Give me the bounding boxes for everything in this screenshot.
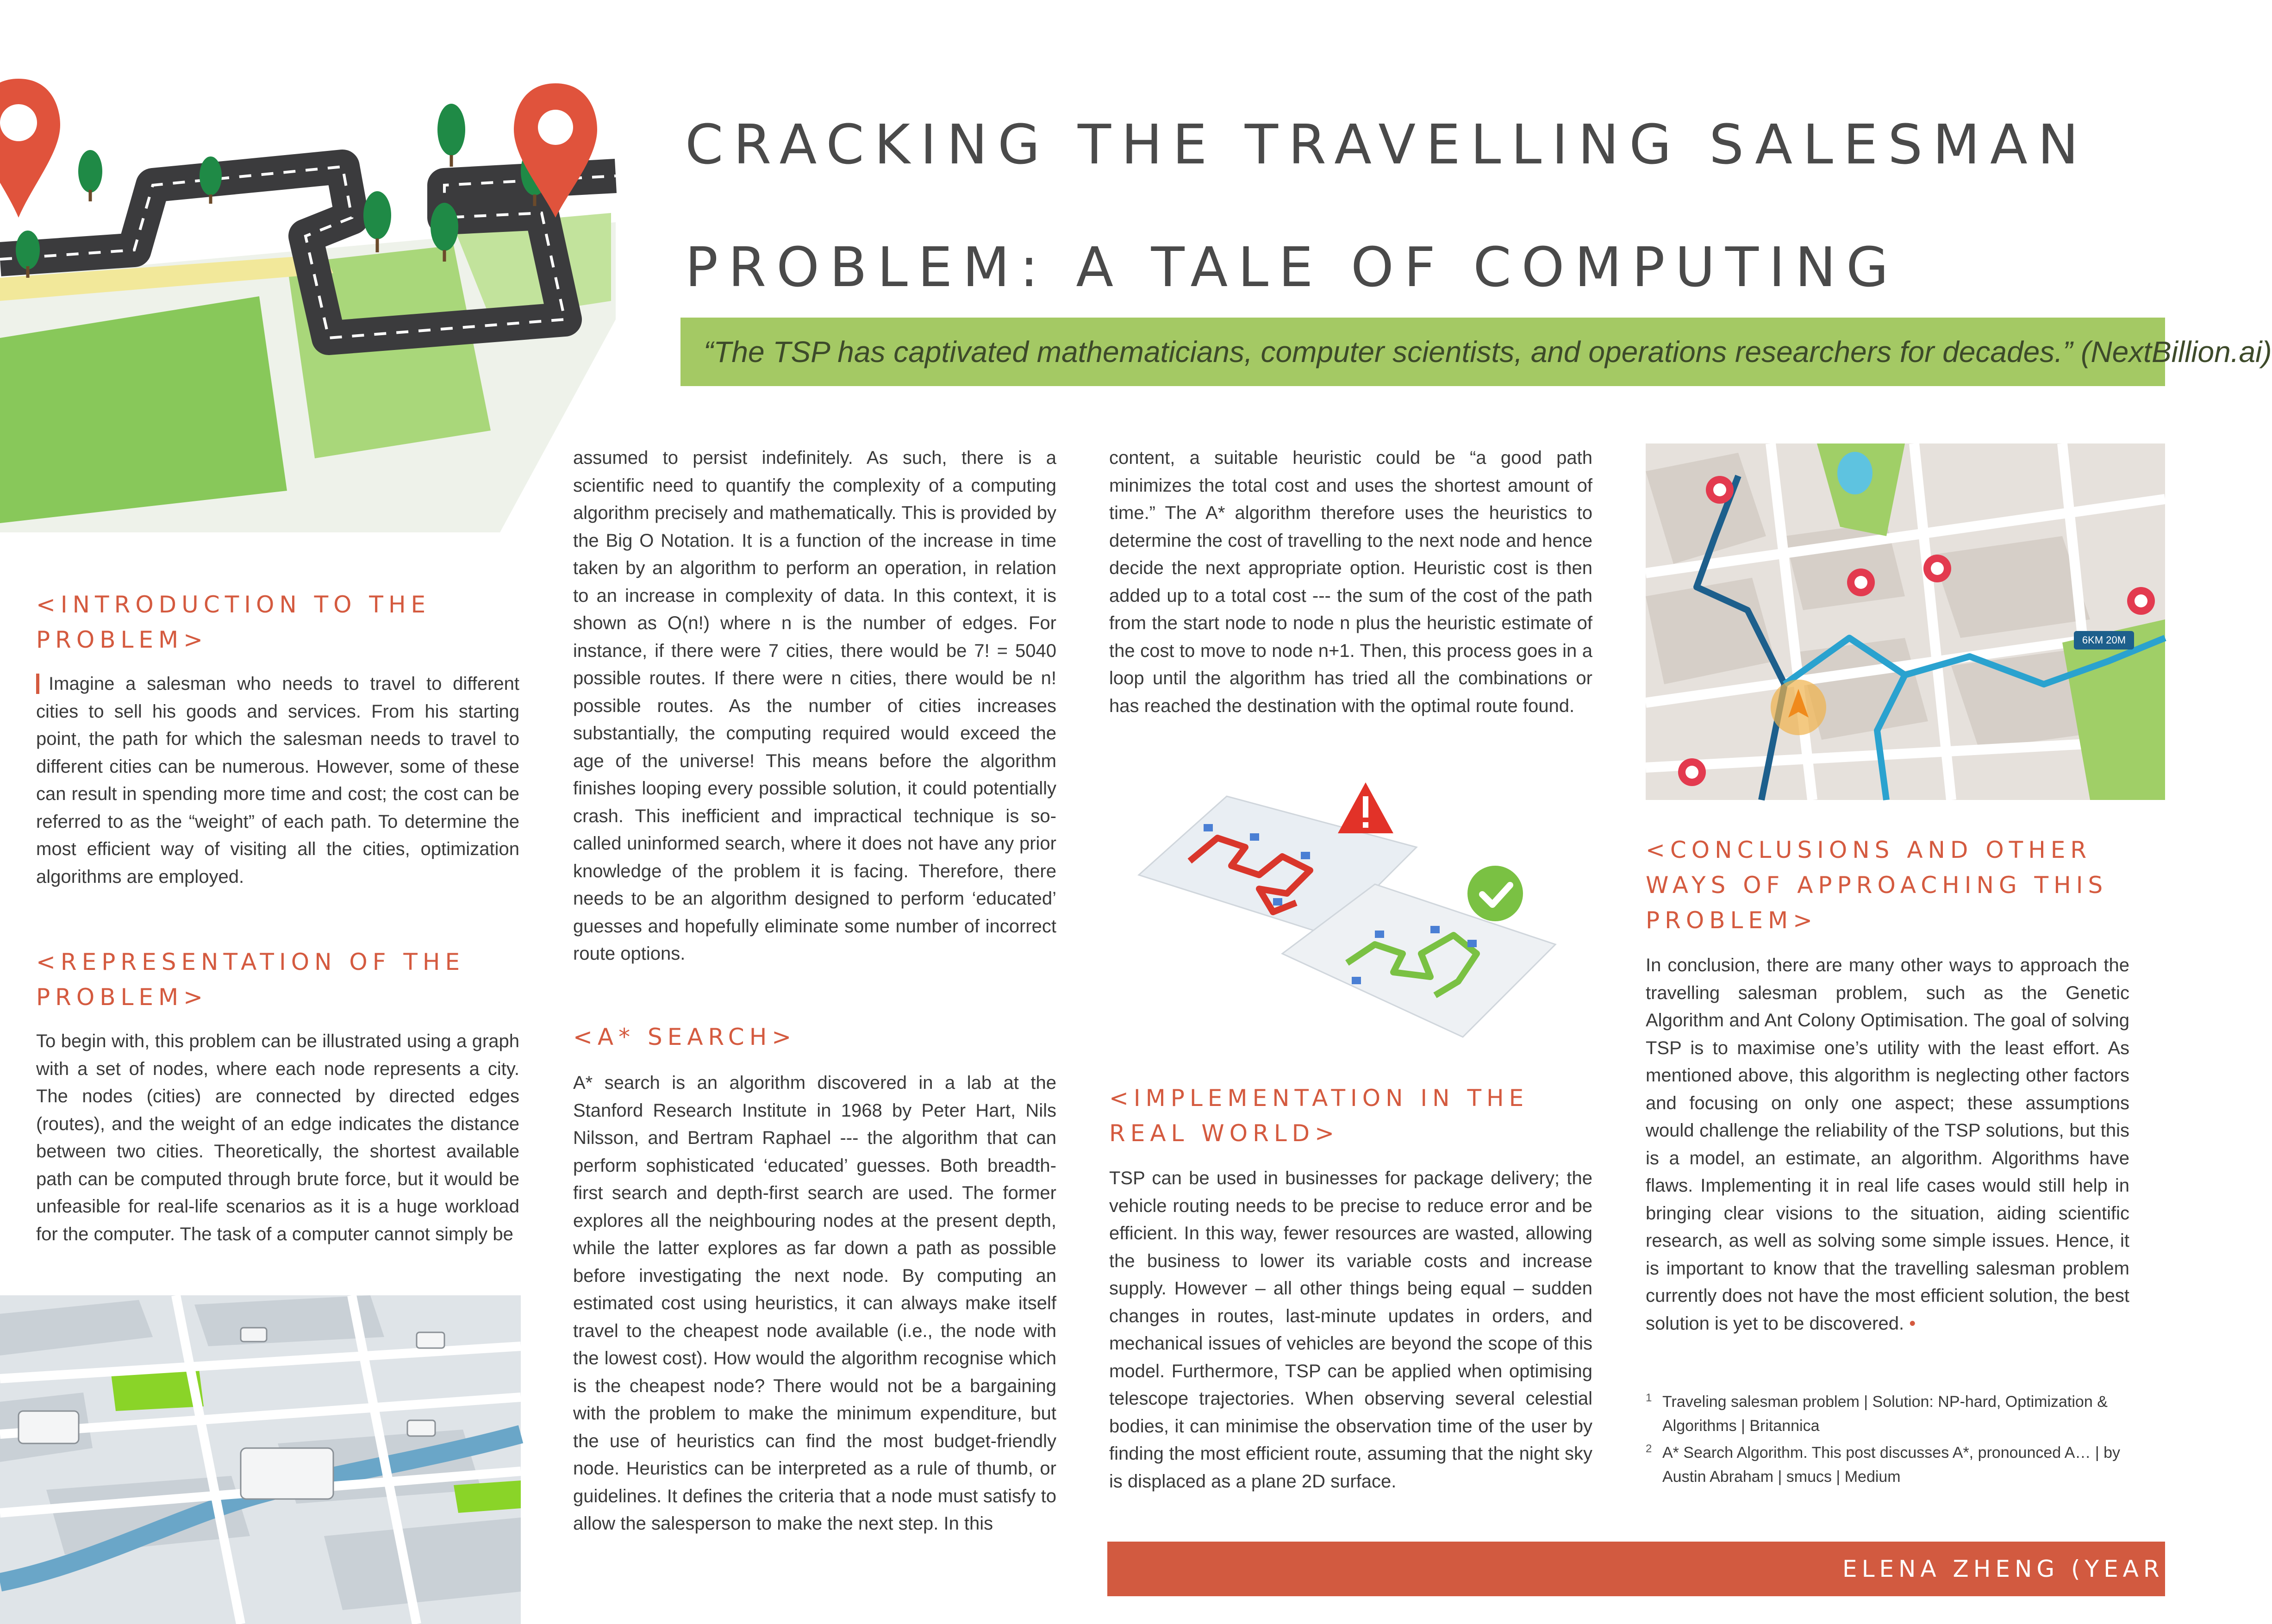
astar-heading: <A* SEARCH> <box>573 1024 797 1050</box>
conclusions-body: In conclusion, there are many other ways to approach the travelling salesman problem, such as the Genetic Algorithm and Ant Colony Optimisation. The goal of solving TSP is to maximise one’s utility with the least effort. As mentioned above, this algorithm is neglecting other factors and focusing on only one aspect; these assumptions would challenge the reliability of the TSP solutions, but this is a model, an estimate, an algorithm. Algorithms have flaws. Implementing it in real life cases would still help in bringing clear visions to the situation, aiding scientific research, as well as solving some simple issues. Hence, it is important to know that the travelling salesman problem currently does not have the most efficient solution, the best solution is yet to be discovered. • <box>1646 955 2129 1334</box>
representation-heading: <REPRESENTATION OF THE PROBLEM> <box>36 949 465 1011</box>
title-line-1: CRACKING THE TRAVELLING SALESMAN <box>685 112 2089 176</box>
intro-heading: <INTRODUCTION TO THE PROBLEM> <box>36 591 431 653</box>
footnote: 1 Traveling salesman problem | Solution: NP-hard, Optimization & Algorithms | Britannica <box>1646 1392 2108 1435</box>
end-mark: • <box>1909 1313 1916 1334</box>
page-title <box>685 83 2157 329</box>
footnote: 2 A* Search Algorithm. This post discusses A*, pronounced A… | by Austin Abraham | smucs | Medium <box>1646 1443 2121 1486</box>
pull-quote: “The TSP has captivated mathematicians, computer scientists, and operations researchers for decades.” (NextBillion.ai) <box>704 335 2272 369</box>
representation-body: To begin with, this problem can be illustrated using a graph with a set of nodes, where each node represents a city. The nodes (cities) are connected by directed edges (routes), and the weight of an edge indicates the distance between two cities. Theoretically, the shortest available path can be computed through brute force, but it would be unfeasible for real-life scenarios as it is a huge workload for the computer. The task of a computer cannot simply be <box>36 1031 519 1244</box>
road-map-illustration <box>0 79 616 532</box>
drop-cap: I <box>36 674 54 694</box>
implementation-heading: <IMPLEMENTATION IN THE REAL WORLD> <box>1109 1085 1529 1147</box>
intro-body <box>36 670 519 891</box>
astar-continued: content, a suitable heuristic could be “a good path minimizes the total cost and uses the shortest amount of time.” The A* algorithm therefore uses the heuristics to determine the cost of travelling to the next node and hence decide the next appropriate option. Heuristic cost is then added up to a total cost --- the sum of the cost of the path from the start node to node n plus the heuristic estimate of the cost to move to node n+1. Then, this process goes in a loop until the algorithm has tried all the combinations or has reached the destination with the optimal route found. <box>1109 448 1592 716</box>
navigation-map-image <box>1646 443 2165 800</box>
footnotes <box>1646 1390 2155 1492</box>
astar-body: A* search is an algorithm discovered in a lab at the Stanford Research Institute in 1968 by Peter Hart, Nils Nilsson, and Bertram Raphael --- the algorithm that can perform sophisticated ‘educated’ guesses. Both breadth-first search and depth-first search are used. The former explores all the neighbouring nodes at the present depth, while the latter explores as far down a path as possible before investigating the next node. By computing an estimated cost using heuristics, it can always make itself travel to the cheapest node available (i.e., the node with the lowest cost). How would the algorithm recognise which is the cheapest node? There would not be a bargaining with the problem to make the minimum expenditure, but the use of heuristics can find the most budget-friendly node. Heuristics can be interpreted as a rule of thumb, or guidelines. It defines the criteria that a node must satisfy to allow the salesperson to make the next step. In this <box>573 1073 1056 1534</box>
route-optimization-illustration <box>1134 778 1560 1046</box>
delivery-vans-city-image <box>0 1295 521 1624</box>
map-distance-label: 6KM 20M <box>2082 634 2126 646</box>
representation-continued: assumed to persist indefinitely. As such, there is a scientific need to quantify the complexity of a computing algorithm precisely and mathematically. This is provided by the Big O Notation. It is a function of the increase in time taken by an algorithm to perform an operation, in relation to an increase in complexity of data. In this context, it is shown as O(n!) where n is the number of edges. For instance, if there were 7 cities, there would be 7! = 5040 possible routes. If there were n cities, there would be n! possible routes. As the number of cities increases substantially, the computing required would exceed the age of the universe! This means before the algorithm finishes looping every possible solution, it could potentially crash. This inefficient and impractical technique is so-called uninformed search, where it does not have any prior knowledge of the problem it is facing. Therefore, there needs to be an algorithm designed to perform ‘educated’ guesses and hopefully eliminate some number of incorrect route options. <box>573 448 1056 964</box>
intro-text: magine a salesman who needs to travel to different cities to sell his goods and services. From his starting point, the path for which the salesman needs to travel to different cities can be numerous. However, some of these can result in spending more time and cost; the cost can be referred to as the “weight” of each path. To determine the most efficient way of visiting all the cities, optimization algorithms are employed. <box>36 674 519 887</box>
implementation-body: TSP can be used in businesses for package delivery; the vehicle routing needs to be precise to reduce error and be efficient. In this way, fewer resources are wasted, allowing the business to lower its variable costs and increase supply. However – all other things being equal – sudden changes in routes, last-minute updates in orders, and mechanical issues of vehicles are beyond the scope of this model. Furthermore, TSP can be applied when optimising telescope trajectories. When observing several celestial bodies, it can minimise the observation time of the user by finding the most efficient route, assuming that the night sky is displaced as a plane 2D surface. <box>1109 1168 1592 1492</box>
author-credit: ELENA ZHENG (YEAR 12 <box>1842 1555 2215 1582</box>
conclusions-heading: <CONCLUSIONS AND OTHER WAYS OF APPROACHING THIS PROBLEM> <box>1646 837 2108 934</box>
title-line-2: PROBLEM: A TALE OF COMPUTING <box>685 235 1899 299</box>
